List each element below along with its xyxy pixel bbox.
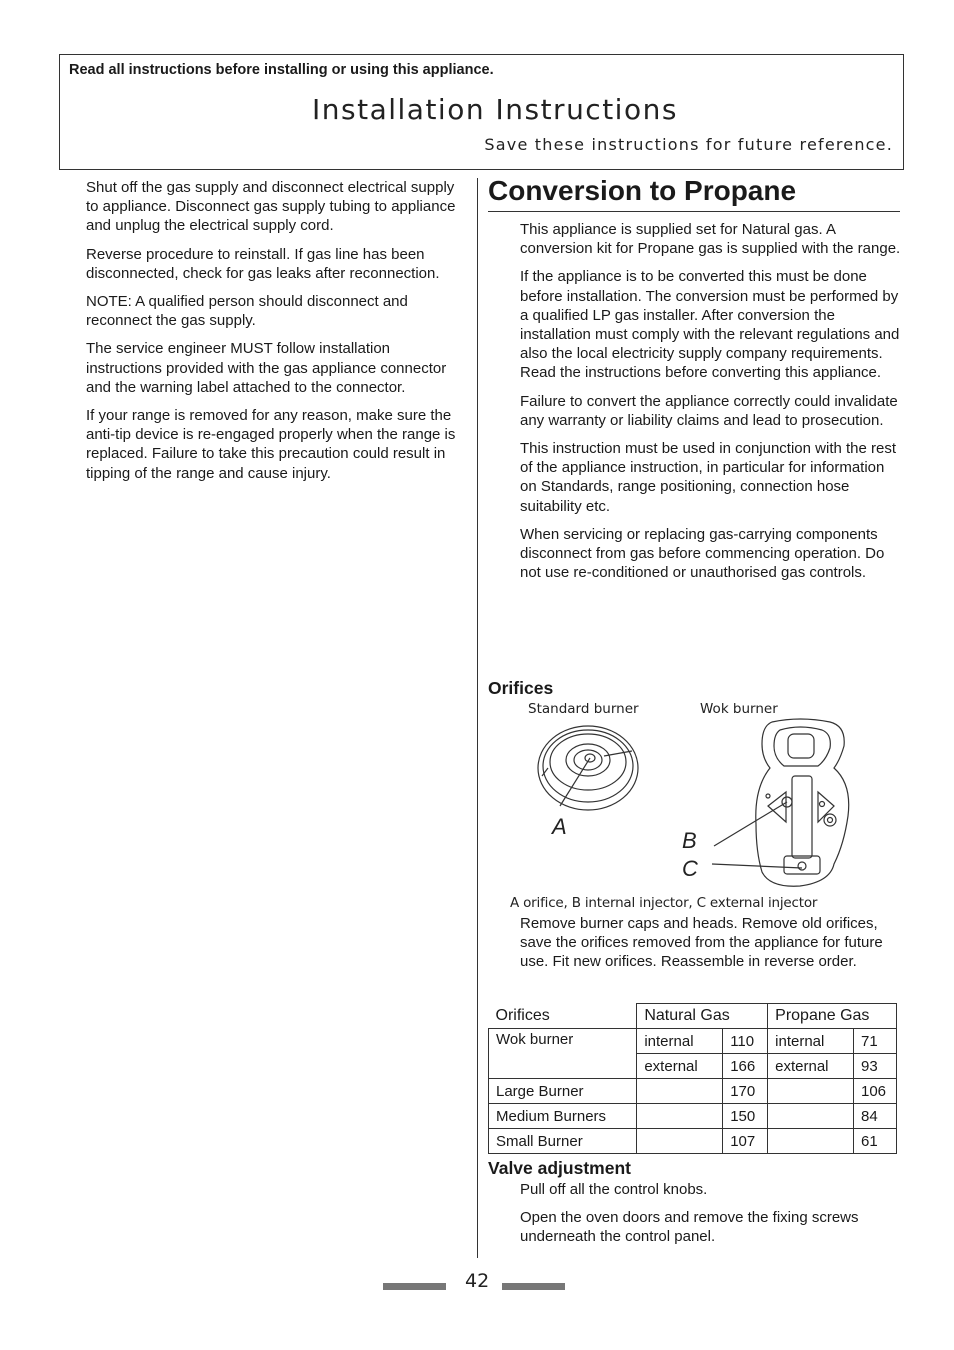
left-paragraph: The service engineer MUST follow installation instructions provided with the gas appliance connector and the warning label attached to the connector. xyxy=(86,340,447,396)
table-cell: 106 xyxy=(853,1079,896,1104)
table-cell: Small Burner xyxy=(489,1129,637,1154)
table-cell: internal xyxy=(768,1029,854,1054)
orifices-heading: Orifices xyxy=(488,678,554,698)
wok-burner-label: Wok burner xyxy=(700,701,778,717)
table-cell: 84 xyxy=(853,1104,896,1129)
table-cell xyxy=(637,1104,723,1129)
header-warning: Read all instructions before installing or using this appliance. xyxy=(69,62,494,78)
table-cell: 93 xyxy=(853,1054,896,1079)
table-cell: 110 xyxy=(723,1029,768,1054)
letter-c: C xyxy=(682,856,698,881)
header-subtitle: Save these instructions for future reference. xyxy=(484,135,893,154)
table-row xyxy=(489,1104,897,1129)
valve-heading: Valve adjustment xyxy=(488,1158,631,1178)
valve-paragraph: Open the oven doors and remove the fixing screws underneath the control panel. xyxy=(520,1209,859,1246)
left-paragraph: Shut off the gas supply and disconnect electrical supply to appliance. Disconnect gas supply tubing to appliance and unplug the electrical supply cord. xyxy=(86,179,456,235)
table-cell: 166 xyxy=(723,1054,768,1079)
conversion-paragraph: If the appliance is to be converted this must be done before installation. The conversion must be performed by a qualified LP gas installer. After conversion the installation must comply with the relevant regulations and also the local electricity supply company requirements. Read the instructions before converting this appliance. xyxy=(520,268,900,382)
conversion-paragraph: This instruction must be used in conjunction with the rest of the appliance instruction, in particular for information on Standards, range positioning, connection hose suitability etc. xyxy=(520,440,897,515)
left-paragraph: If your range is removed for any reason, make sure the anti-tip device is re-engaged properly when the range is replaced. Failure to take this precaution could result in tipping of the range and cause injury. xyxy=(86,407,456,482)
conversion-paragraph: When servicing or replacing gas-carrying components disconnect from gas before commencing operation. Do not use re-conditioned or unauthorised gas controls. xyxy=(520,525,885,582)
orifice-table xyxy=(488,1003,897,1154)
standard-burner-label: Standard burner xyxy=(528,701,639,717)
header-box xyxy=(59,54,904,170)
page-number: 42 xyxy=(465,1270,490,1292)
letter-a: A xyxy=(552,814,567,839)
conversion-text xyxy=(520,220,902,591)
table-cell: Large Burner xyxy=(489,1079,637,1104)
left-paragraph: NOTE: A qualified person should disconnect and reconnect the gas supply. xyxy=(86,293,408,330)
table-cell xyxy=(637,1129,723,1154)
orifices-instructions xyxy=(520,914,902,981)
table-row xyxy=(489,1129,897,1154)
standard-burner-icon xyxy=(538,726,638,810)
table-cell: 150 xyxy=(723,1104,768,1129)
valve-text xyxy=(520,1180,902,1256)
page-title: Installation Instructions xyxy=(312,93,678,126)
burner-diagram xyxy=(500,696,900,896)
page-bar-left xyxy=(383,1283,446,1290)
table-cell xyxy=(768,1079,854,1104)
table-cell: 107 xyxy=(723,1129,768,1154)
section-title: Conversion to Propane xyxy=(488,173,900,212)
table-cell: external xyxy=(637,1054,723,1079)
table-cell: 170 xyxy=(723,1079,768,1104)
left-column xyxy=(86,178,468,492)
left-paragraph: Reverse procedure to reinstall. If gas line has been disconnected, check for gas leaks after reconnection. xyxy=(86,245,440,282)
table-cell: Medium Burners xyxy=(489,1104,637,1129)
table-cell: external xyxy=(768,1054,854,1079)
valve-paragraph: Pull off all the control knobs. xyxy=(520,1181,708,1198)
table-row xyxy=(489,1079,897,1104)
column-divider xyxy=(477,178,478,1258)
table-header-row xyxy=(489,1004,897,1029)
diagram-caption: A orifice, B internal injector, C external injector xyxy=(510,895,818,911)
table-cell xyxy=(768,1104,854,1129)
header-propane-gas: Propane Gas xyxy=(768,1004,897,1029)
conversion-paragraph: This appliance is supplied set for Natural gas. A conversion kit for Propane gas is supplied with the range. xyxy=(520,221,901,258)
conversion-paragraph: Failure to convert the appliance correctly could invalidate any warranty or liability claims and lead to prosecution. xyxy=(520,392,898,429)
table-cell: internal xyxy=(637,1029,723,1054)
table-cell: 71 xyxy=(853,1029,896,1054)
orifices-instructions-text: Remove burner caps and heads. Remove old orifices, save the orifices removed from the appliance for future use. Fit new orifices. Reassemble in reverse order. xyxy=(520,915,883,971)
table-cell xyxy=(768,1129,854,1154)
header-orifices: Orifices xyxy=(489,1004,637,1029)
letter-b: B xyxy=(682,828,697,853)
header-natural-gas: Natural Gas xyxy=(637,1004,768,1029)
table-cell xyxy=(637,1079,723,1104)
wok-burner-icon xyxy=(712,719,849,886)
page-bar-right xyxy=(502,1283,565,1290)
wok-burner-cell: Wok burner xyxy=(489,1029,637,1079)
table-row xyxy=(489,1029,897,1054)
table-cell: 61 xyxy=(853,1129,896,1154)
